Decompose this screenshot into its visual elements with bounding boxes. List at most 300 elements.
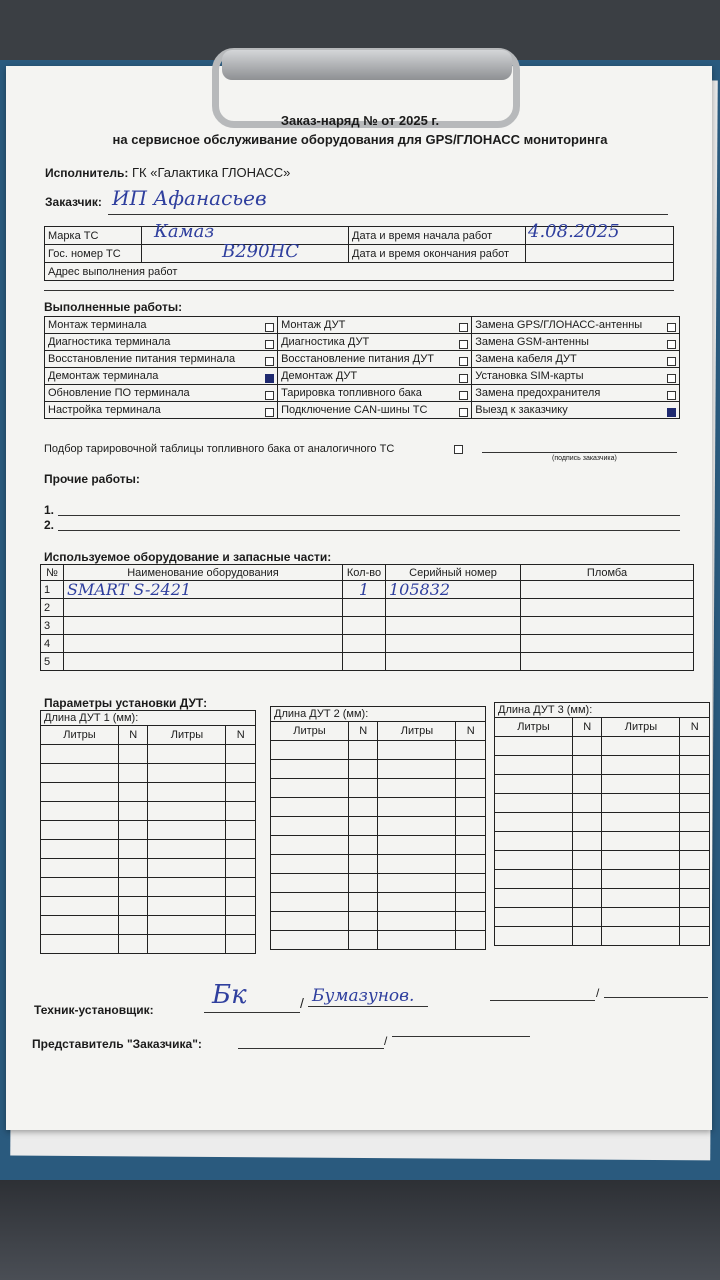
work-item: [278, 351, 472, 368]
start-value: 4.08.2025: [528, 221, 620, 242]
work-item-label: Замена GSM-антенны: [475, 335, 589, 348]
dut-cell[interactable]: [680, 832, 710, 851]
customer-value[interactable]: ИП Афанасьев: [112, 186, 267, 210]
dut-cell[interactable]: [348, 741, 378, 760]
equipment-qty[interactable]: 1: [343, 581, 386, 599]
equipment-name[interactable]: [64, 635, 343, 653]
col-liters: Литры: [41, 726, 119, 745]
work-item: [472, 402, 680, 419]
dut-cell[interactable]: [602, 737, 680, 756]
dut-cell[interactable]: [602, 775, 680, 794]
dut-cell[interactable]: [226, 878, 256, 897]
dut-cell[interactable]: [602, 832, 680, 851]
dut-cell[interactable]: [348, 931, 378, 950]
dut-cell[interactable]: [572, 775, 602, 794]
dut-header-row: [271, 722, 486, 741]
dut-cell[interactable]: [118, 745, 148, 764]
dut-cell[interactable]: [495, 851, 573, 870]
equipment-row: [41, 599, 694, 617]
dut-cell[interactable]: [378, 779, 456, 798]
dut-cell[interactable]: [495, 889, 573, 908]
equipment-row: [41, 617, 694, 635]
dut-cell[interactable]: [118, 859, 148, 878]
tariff-checkbox[interactable]: [454, 445, 463, 454]
dut-cell[interactable]: [148, 897, 226, 916]
work-item-checkbox[interactable]: [265, 374, 274, 383]
col-n: N: [456, 722, 486, 741]
dut-cell[interactable]: [41, 878, 119, 897]
dut-cell[interactable]: [456, 912, 486, 931]
dut-length-label[interactable]: Длина ДУТ 1 (мм):: [41, 711, 256, 726]
dut-cell[interactable]: [602, 927, 680, 946]
dut-cell[interactable]: [680, 794, 710, 813]
dut-cell[interactable]: [495, 927, 573, 946]
dut-cell[interactable]: [348, 817, 378, 836]
technician-signature-line[interactable]: [204, 1012, 300, 1013]
work-item-label: Демонтаж ДУТ: [281, 369, 358, 382]
dut-cell[interactable]: [348, 836, 378, 855]
equipment-row: [41, 653, 694, 671]
work-item-checkbox[interactable]: [667, 408, 676, 417]
plate-value: В290НС: [222, 241, 300, 262]
equipment-seal[interactable]: [521, 653, 694, 671]
dut-length-label[interactable]: Длина ДУТ 3 (мм):: [495, 703, 710, 718]
dut-row: [271, 760, 486, 779]
brand-value: Камаз: [154, 221, 215, 242]
dut-cell[interactable]: [456, 798, 486, 817]
dut-cell[interactable]: [456, 893, 486, 912]
dut-cell[interactable]: [456, 817, 486, 836]
col-seal: Пломба: [521, 565, 694, 581]
dut-cell[interactable]: [680, 851, 710, 870]
dut-cell[interactable]: [495, 794, 573, 813]
works-row: [45, 368, 680, 385]
dut-cell[interactable]: [271, 893, 349, 912]
dut-cell[interactable]: [148, 935, 226, 954]
dut-cell[interactable]: [271, 817, 349, 836]
dut-cell[interactable]: [456, 836, 486, 855]
dut-cell[interactable]: [118, 935, 148, 954]
dut-cell[interactable]: [680, 870, 710, 889]
customer-line: [108, 214, 668, 215]
work-item-checkbox[interactable]: [459, 357, 468, 366]
dut-cell[interactable]: [456, 855, 486, 874]
equipment-qty[interactable]: [343, 599, 386, 617]
technician-name: Бумазунов.: [312, 986, 415, 1006]
dut-cell[interactable]: [572, 908, 602, 927]
dut-cell[interactable]: [41, 764, 119, 783]
address-line: [44, 290, 674, 291]
col-liters: Литры: [495, 718, 573, 737]
dut-cell[interactable]: [271, 779, 349, 798]
dut-cell[interactable]: [348, 893, 378, 912]
dut-cell[interactable]: [602, 813, 680, 832]
dut-cell[interactable]: [495, 737, 573, 756]
dut-cell[interactable]: [118, 821, 148, 840]
dut-cell[interactable]: [348, 874, 378, 893]
equipment-name[interactable]: [64, 599, 343, 617]
equipment-heading: Используемое оборудование и запасные части:: [44, 550, 332, 564]
work-item-label: Настройка терминала: [48, 403, 161, 416]
col-liters: Литры: [148, 726, 226, 745]
equipment-qty[interactable]: [343, 617, 386, 635]
dut-row: [41, 840, 256, 859]
equipment-qty[interactable]: [343, 635, 386, 653]
dut-cell[interactable]: [456, 874, 486, 893]
work-item: [472, 334, 680, 351]
dut-cell[interactable]: [348, 760, 378, 779]
order-title: Заказ-наряд № от 2025 г.: [280, 113, 440, 128]
work-item-checkbox[interactable]: [459, 340, 468, 349]
dut-cell[interactable]: [680, 889, 710, 908]
dut-cell[interactable]: [348, 855, 378, 874]
second-technician-name-line[interactable]: [604, 997, 708, 998]
dut-cell[interactable]: [226, 859, 256, 878]
dut-cell[interactable]: [378, 874, 456, 893]
work-item-checkbox[interactable]: [667, 374, 676, 383]
works-row: [45, 385, 680, 402]
dut-row: [271, 855, 486, 874]
works-row: [45, 334, 680, 351]
dut-cell[interactable]: [148, 840, 226, 859]
dut-row: [271, 817, 486, 836]
address-label: Адрес выполнения работ: [45, 263, 674, 281]
equipment-seal[interactable]: [521, 635, 694, 653]
work-item-label: Восстановление питания ДУТ: [281, 352, 434, 365]
dut-cell[interactable]: [378, 741, 456, 760]
dut-row: [41, 916, 256, 935]
dut-cell[interactable]: [271, 931, 349, 950]
dut-cell[interactable]: [41, 821, 119, 840]
dut-cell[interactable]: [572, 927, 602, 946]
dut-cell[interactable]: [572, 794, 602, 813]
dut-row: [271, 779, 486, 798]
dut-cell[interactable]: [378, 836, 456, 855]
dut-cell[interactable]: [148, 783, 226, 802]
works-table: [44, 316, 680, 419]
work-item-checkbox[interactable]: [459, 374, 468, 383]
dut-cell[interactable]: [495, 832, 573, 851]
dut-cell[interactable]: [348, 912, 378, 931]
dut-cell[interactable]: [226, 840, 256, 859]
work-item-checkbox[interactable]: [459, 323, 468, 332]
dut-cell[interactable]: [271, 798, 349, 817]
representative-name-line[interactable]: [392, 1036, 530, 1037]
customer-signature-line: [482, 452, 677, 453]
vehicle-table: [44, 221, 674, 281]
equipment-name[interactable]: [64, 617, 343, 635]
dut-cell[interactable]: [378, 912, 456, 931]
dut-row: [271, 874, 486, 893]
work-item-checkbox[interactable]: [459, 391, 468, 400]
executor-label: Исполнитель:: [45, 166, 129, 180]
dut-row: [41, 745, 256, 764]
work-item-label: Монтаж терминала: [48, 318, 147, 331]
dut-row: [271, 836, 486, 855]
dut-cell[interactable]: [118, 802, 148, 821]
dut-cell[interactable]: [118, 840, 148, 859]
dut-cell[interactable]: [41, 859, 119, 878]
works-heading: Выполненные работы:: [44, 300, 183, 314]
dut-cell[interactable]: [680, 908, 710, 927]
equipment-qty[interactable]: [343, 653, 386, 671]
work-item-label: Выезд к заказчику: [475, 403, 568, 416]
brand-label: Марка ТС: [45, 227, 142, 245]
other-item-2: 2.: [44, 518, 55, 532]
equipment-name[interactable]: SMART S-2421: [64, 581, 343, 599]
equipment-serial[interactable]: [386, 653, 521, 671]
dut-cell[interactable]: [41, 802, 119, 821]
dut-cell[interactable]: [118, 783, 148, 802]
dut-cell[interactable]: [226, 935, 256, 954]
dut-cell[interactable]: [495, 908, 573, 927]
work-item-checkbox[interactable]: [265, 391, 274, 400]
dut-cell[interactable]: [226, 745, 256, 764]
executor-row: [45, 165, 290, 180]
equipment-serial[interactable]: [386, 617, 521, 635]
dut-cell[interactable]: [680, 756, 710, 775]
start-label: Дата и время начала работ: [349, 227, 526, 245]
work-item-checkbox[interactable]: [667, 340, 676, 349]
slash-1: /: [300, 995, 304, 1011]
equipment-serial[interactable]: 105832: [386, 581, 521, 599]
dut-cell[interactable]: [572, 813, 602, 832]
dut-row: [41, 935, 256, 954]
col-qty: Кол-во: [343, 565, 386, 581]
dut-cell[interactable]: [602, 870, 680, 889]
dut-cell[interactable]: [680, 737, 710, 756]
dut-row: [495, 832, 710, 851]
work-item-label: Замена предохранителя: [475, 386, 601, 399]
dut-cell[interactable]: [148, 821, 226, 840]
plate-cell[interactable]: [142, 241, 349, 263]
dut-cell[interactable]: [378, 760, 456, 779]
dut-length-label[interactable]: Длина ДУТ 2 (мм):: [271, 707, 486, 722]
dut-cell[interactable]: [271, 836, 349, 855]
dut-cell[interactable]: [118, 878, 148, 897]
end-cell[interactable]: [526, 245, 674, 263]
background-surface: [0, 1180, 720, 1280]
works-row: [45, 317, 680, 334]
dut-cell[interactable]: [148, 764, 226, 783]
dut-cell[interactable]: [378, 855, 456, 874]
equipment-serial[interactable]: [386, 635, 521, 653]
dut-cell[interactable]: [271, 855, 349, 874]
equipment-number: 3: [41, 617, 64, 635]
second-technician-signature-line[interactable]: [490, 1000, 595, 1001]
work-item: [472, 351, 680, 368]
dut-row: [495, 870, 710, 889]
customer-label: Заказчик:: [45, 195, 102, 209]
dut-cell[interactable]: [602, 794, 680, 813]
dut-cell[interactable]: [602, 908, 680, 927]
dut-cell[interactable]: [271, 912, 349, 931]
dut-cell[interactable]: [572, 832, 602, 851]
dut-cell[interactable]: [271, 760, 349, 779]
dut-table-3: [494, 702, 710, 946]
order-subtitle: на сервисное обслуживание оборудования для GPS/ГЛОНАСС мониторинга: [112, 132, 608, 147]
dut-row: [495, 775, 710, 794]
work-item: [278, 317, 472, 334]
dut-cell[interactable]: [378, 931, 456, 950]
work-item: [278, 334, 472, 351]
col-liters: Литры: [271, 722, 349, 741]
col-n: N: [118, 726, 148, 745]
dut-cell[interactable]: [572, 889, 602, 908]
dut-cell[interactable]: [148, 878, 226, 897]
dut-cell[interactable]: [348, 798, 378, 817]
work-item: [472, 317, 680, 334]
col-name: Наименование оборудования: [64, 565, 343, 581]
clipboard-clip-bar: [222, 50, 512, 80]
equipment-seal[interactable]: [521, 581, 694, 599]
dut-cell[interactable]: [148, 802, 226, 821]
dut-heading: Параметры установки ДУТ:: [44, 696, 208, 710]
work-item-checkbox[interactable]: [667, 323, 676, 332]
dut-cell[interactable]: [495, 813, 573, 832]
dut-cell[interactable]: [572, 851, 602, 870]
work-item-checkbox[interactable]: [667, 357, 676, 366]
dut-cell[interactable]: [41, 840, 119, 859]
equipment-seal[interactable]: [521, 617, 694, 635]
works-row: [45, 402, 680, 419]
dut-cell[interactable]: [41, 783, 119, 802]
technician-signature: Бк: [212, 980, 247, 1010]
equipment-seal[interactable]: [521, 599, 694, 617]
work-item: [45, 385, 278, 402]
work-item: [45, 368, 278, 385]
equipment-name[interactable]: [64, 653, 343, 671]
dut-row: [495, 851, 710, 870]
work-item-checkbox[interactable]: [265, 357, 274, 366]
dut-cell[interactable]: [602, 851, 680, 870]
slash-3: /: [384, 1034, 388, 1048]
work-item-label: Диагностика ДУТ: [281, 335, 370, 348]
dut-cell[interactable]: [226, 821, 256, 840]
tariff-label: Подбор тарировочной таблицы топливного бака от аналогичного ТС: [44, 443, 395, 455]
dut-cell[interactable]: [572, 756, 602, 775]
work-item-checkbox[interactable]: [667, 391, 676, 400]
other-item-1: 1.: [44, 503, 55, 517]
dut-cell[interactable]: [271, 741, 349, 760]
representative-label: Представитель "Заказчика":: [32, 1037, 202, 1051]
dut-row: [495, 794, 710, 813]
dut-cell[interactable]: [378, 798, 456, 817]
dut-cell[interactable]: [348, 779, 378, 798]
dut-cell[interactable]: [680, 775, 710, 794]
start-cell[interactable]: [526, 221, 674, 245]
col-liters: Литры: [378, 722, 456, 741]
dut-table-2: [270, 706, 486, 950]
dut-cell[interactable]: [378, 817, 456, 836]
work-item-label: Демонтаж терминала: [48, 369, 159, 382]
work-item-label: Восстановление питания терминала: [48, 352, 236, 365]
dut-cell[interactable]: [495, 756, 573, 775]
work-item: [278, 368, 472, 385]
other-line-1[interactable]: [58, 515, 680, 516]
dut-cell[interactable]: [456, 741, 486, 760]
work-item: [45, 402, 278, 419]
work-item-checkbox[interactable]: [265, 323, 274, 332]
dut-row: [271, 893, 486, 912]
work-item-label: Замена GPS/ГЛОНАСС-антенны: [475, 318, 643, 331]
dut-cell[interactable]: [226, 783, 256, 802]
signature-caption: (подпись заказчика): [552, 455, 617, 462]
work-item-checkbox[interactable]: [265, 340, 274, 349]
dut-row: [495, 756, 710, 775]
dut-cell[interactable]: [456, 931, 486, 950]
col-n: N: [572, 718, 602, 737]
work-item-checkbox[interactable]: [265, 408, 274, 417]
dut-cell[interactable]: [118, 764, 148, 783]
col-n: N: [680, 718, 710, 737]
executor-value: ГК «Галактика ГЛОНАСС»: [132, 165, 291, 180]
equipment-number: 5: [41, 653, 64, 671]
end-label: Дата и время окончания работ: [349, 245, 526, 263]
dut-row: [495, 813, 710, 832]
dut-cell[interactable]: [572, 870, 602, 889]
work-item-label: Замена кабеля ДУТ: [475, 352, 577, 365]
dut-cell[interactable]: [378, 893, 456, 912]
plate-label: Гос. номер ТС: [45, 245, 142, 263]
dut-cell[interactable]: [148, 916, 226, 935]
dut-cell[interactable]: [41, 897, 119, 916]
representative-signature-line[interactable]: [238, 1048, 384, 1049]
technician-name-line[interactable]: [308, 1006, 428, 1007]
other-line-2[interactable]: [58, 530, 680, 531]
other-works-heading: Прочие работы:: [44, 472, 140, 486]
dut-cell[interactable]: [602, 756, 680, 775]
dut-cell[interactable]: [495, 870, 573, 889]
dut-cell[interactable]: [680, 927, 710, 946]
work-item-checkbox[interactable]: [459, 408, 468, 417]
dut-cell[interactable]: [680, 813, 710, 832]
dut-row: [41, 878, 256, 897]
dut-cell[interactable]: [271, 874, 349, 893]
dut-cell[interactable]: [41, 935, 119, 954]
work-item-label: Диагностика терминала: [48, 335, 171, 348]
dut-cell[interactable]: [148, 745, 226, 764]
dut-cell[interactable]: [226, 916, 256, 935]
dut-cell[interactable]: [41, 745, 119, 764]
work-item: [45, 351, 278, 368]
dut-row: [495, 908, 710, 927]
work-item: [278, 402, 472, 419]
dut-row: [495, 927, 710, 946]
dut-cell[interactable]: [572, 737, 602, 756]
dut-cell[interactable]: [226, 897, 256, 916]
equipment-serial[interactable]: [386, 599, 521, 617]
dut-cell[interactable]: [226, 764, 256, 783]
dut-cell[interactable]: [148, 859, 226, 878]
dut-cell[interactable]: [495, 775, 573, 794]
work-item: [278, 385, 472, 402]
dut-header-row: [495, 718, 710, 737]
work-item: [472, 368, 680, 385]
dut-cell[interactable]: [602, 889, 680, 908]
dut-row: [41, 897, 256, 916]
dut-row: [41, 783, 256, 802]
dut-cell[interactable]: [41, 916, 119, 935]
dut-cell[interactable]: [118, 897, 148, 916]
work-item-label: Установка SIM-карты: [475, 369, 584, 382]
dut-cell[interactable]: [118, 916, 148, 935]
dut-header-row: [41, 726, 256, 745]
dut-cell[interactable]: [456, 779, 486, 798]
work-item-label: Подключение CAN-шины ТС: [281, 403, 428, 416]
dut-cell[interactable]: [226, 802, 256, 821]
dut-cell[interactable]: [456, 760, 486, 779]
